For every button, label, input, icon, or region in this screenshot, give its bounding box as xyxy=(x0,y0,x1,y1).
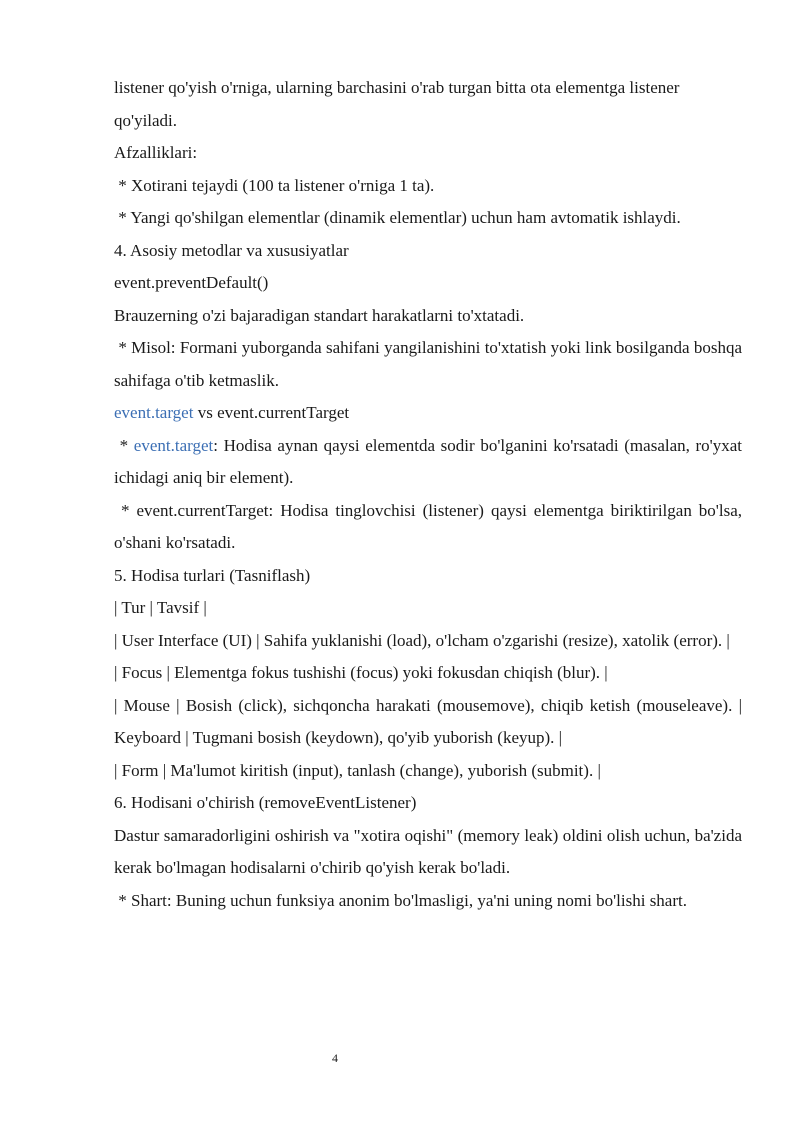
text-line: listener qo'yish o'rniga, ularning barchasini o'rab turgan bitta ota elementga listener xyxy=(114,78,680,97)
section-heading: 4. Asosiy metodlar va xususiyatlar xyxy=(114,240,349,260)
bullet-item: * event.currentTarget: Hodisa tinglovchisi (listener) qaysi elementga biriktirilgan bo'lsa, o'shani ko'rsatadi. xyxy=(114,500,747,552)
document-page xyxy=(114,72,747,917)
bullet-item: * Yangi qo'shilgan elementlar (dinamik elementlar) uchun ham avtomatik ishlaydi. xyxy=(114,208,681,227)
bullet-marker: * xyxy=(114,435,134,455)
table-row: | Form | Ma'lumot kiritish (input), tanlash (change), yuborish (submit). | xyxy=(114,760,601,780)
bullet-item: * Misol: Formani yuborganda sahifani yangilanishini to'xtatish yoki link bosilganda boshqa sahifaga o'tib ketmaslik. xyxy=(114,338,747,390)
table-row: | Mouse | Bosish (click), sichqoncha harakati (mousemove), chiqib ketish (mouseleave). | Keyboard | Tugmani bosish (keydown), qo'yib yuborish (keyup). | xyxy=(114,695,742,747)
bullet-item xyxy=(114,430,742,495)
event-target-link[interactable]: event.target xyxy=(133,435,214,455)
text-line: qo'yiladi. xyxy=(114,110,178,130)
comparison-heading-rest: vs event.currentTarget xyxy=(193,403,350,422)
comparison-heading xyxy=(114,397,742,430)
section-heading: 5. Hodisa turlari (Tasniflash) xyxy=(114,565,311,585)
table-header-row: | Tur | Tavsif | xyxy=(114,598,207,617)
bullet-item: * Shart: Buning uchun funksiya anonim bo'lmasligi, ya'ni uning nomi bo'lishi shart. xyxy=(114,890,687,910)
text-line: Brauzerning o'zi bajaradigan standart harakatlarni to'xtatadi. xyxy=(114,305,525,325)
bullet-item: * Xotirani tejaydi (100 ta listener o'rniga 1 ta). xyxy=(114,175,435,195)
text-paragraph: Dastur samaradorligini oshirish va "xotira oqishi" (memory leak) oldini olish uchun, ba'zida kerak bo'lmagan hodisalarni o'chirib qo'yish kerak bo'ladi. xyxy=(114,825,742,877)
table-row: | Focus | Elementga fokus tushishi (focus) yoki fokusdan chiqish (blur). | xyxy=(114,663,608,682)
table-row: | User Interface (UI) | Sahifa yuklanishi (load), o'lcham o'zgarishi (resize), xatolik (error). | xyxy=(114,630,730,650)
section-heading: 6. Hodisani o'chirish (removeEventListener) xyxy=(114,793,417,812)
bullet-text: : Hodisa aynan qaysi elementda sodir bo'lganini ko'rsatadi (masalan, ro'yxat ichidagi aniq bir element). xyxy=(114,435,743,487)
event-target-link[interactable]: event.target xyxy=(114,403,194,422)
method-name: event.preventDefault() xyxy=(114,273,269,292)
page-number: 4 xyxy=(332,1051,338,1065)
text-line: Afzalliklari: xyxy=(114,143,198,162)
